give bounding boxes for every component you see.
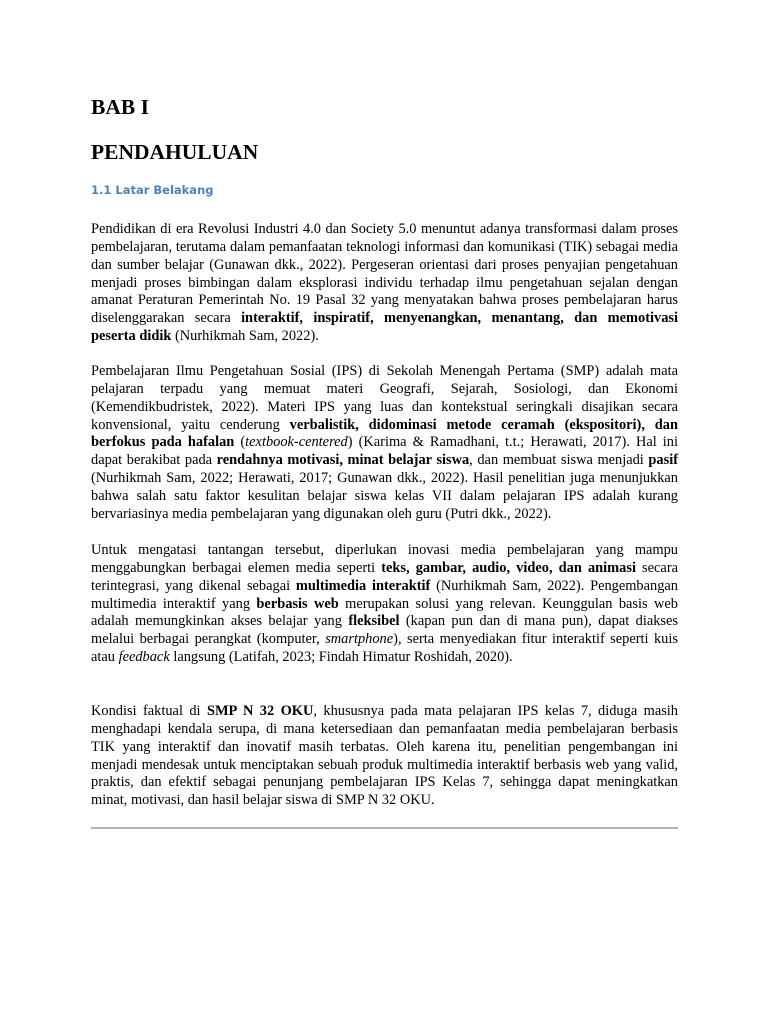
text-run: merupakan solusi yang relevan. Keunggulan basis web adalah memungkinkan akses belajar yang [91,595,678,630]
bold-run: interaktif, inspiratif, menyenangkan, menantang, dan memotivasi peserta didik [91,310,678,345]
paragraph-3 [91,542,678,667]
section-heading: 1.1 Latar Belakang [91,183,214,197]
italic-run: textbook-centered [245,434,348,451]
bold-run: berbasis web [256,595,339,612]
text-run: , dan membuat siswa menjadi [469,452,649,469]
bold-run: SMP N 32 OKU [206,703,314,719]
italic-run: smartphone [325,631,394,648]
text-run: Untuk mengatasi tantangan tersebut, diperlukan inovasi media pembelajaran yang mampu menggabungkan berbagai elemen media seperti [91,542,678,576]
text-run: , khususnya pada mata pelajaran IPS kelas 7, diduga masih menghadapi kendala serupa, di mana ketersediaan dan pemanfaatan media pembelajaran berbasis TIK yang interaktif dan inovatif masih terbatas. Oleh karena itu, penelitian pengembangan ini menjadi mendesak untuk menciptakan sebuah produk multimedia interaktif berbasis web yang valid, praktis, dan efektif sebagai penunjang pembelajaran IPS Kelas 7, sehingga dapat meningkatkan minat, motivasi, dan hasil belajar siswa di SMP N 32 OKU. [91,703,678,809]
chapter-label: BAB I [91,95,149,119]
text-run: Pembelajaran Ilmu Pengetahuan Sosial (IPS) di Sekolah Menengah Pertama (SMP) adalah mata pelajaran terpadu yang memuat materi Geografi, Sejarah, Sosiologi, dan Ekonomi (Kemendikbudristek, 2022). Materi IPS yang luas dan kontekstual seringkali disajikan secara konvensional, yaitu cenderung [91,363,678,433]
text-run: (Nurhikmah Sam, 2022). [171,328,319,345]
bold-run: fleksibel [348,613,400,630]
chapter-title: PENDAHULUAN [91,140,259,164]
text-run: ) (Karima & Ramadhani, t.t.; Herawati, 2017). Hal ini dapat berakibat pada [91,434,679,469]
text-run: (kapan pun dan di mana pun), dapat diakses melalui berbagai perangkat (komputer, [91,613,678,648]
text-run: Pendidikan di era Revolusi Industri 4.0 dan Society 5.0 menuntut adanya transformasi dalam proses pembelajaran, terutama dalam pemanfaatan teknologi informasi dan komunikasi (TIK) sebagai media dan sumber belajar (Gunawan dkk., 2022). Pergeseran orientasi dari proses penyajian pengetahuan menjadi proses bimbingan dalam eksplorasi individu terhadap ilmu pengetahuan sejalan dengan amanat Peraturan Pemerintah No. 19 Pasal 32 yang menyatakan bahwa proses pembelajaran harus diselenggarakan secara [91,221,678,327]
text-run: ( [234,434,246,451]
paragraph-2 [91,363,678,524]
italic-run: feedback [118,649,170,666]
bold-run: verbalistik, didominasi metode ceramah (ekspositori), dan berfokus pada hafalan [91,416,678,451]
text-run: Kondisi faktual di [91,703,207,719]
paragraph-4 [91,703,678,810]
text-run: langsung (Latifah, 2023; Findah Himatur Roshidah, 2020). [169,649,513,666]
text-run: ), serta menyediakan fitur interaktif seperti kuis atau [91,631,678,666]
bold-run: teks, gambar, audio, video, dan animasi [381,559,636,576]
text-run: secara terintegrasi, yang dikenal sebagai [91,559,678,594]
bold-run: rendahnya motivasi, minat belajar siswa [216,452,470,469]
text-run: (Nurhikmah Sam, 2022; Herawati, 2017; Gunawan dkk., 2022). Hasil penelitian juga menunjukkan bahwa salah satu faktor kesulitan belajar siswa kelas VII dalam pelajaran IPS adalah kurang bervariasinya media pembelajaran yang digunakan oleh guru (Putri dkk., 2022). [91,470,678,522]
text-run: (Nurhikmah Sam, 2022). Pengembangan multimedia interaktif yang [91,577,678,612]
paragraph-1 [91,221,678,346]
bold-run: multimedia interaktif [295,577,431,594]
horizontal-rule [91,827,678,829]
bold-run: pasif [648,452,678,469]
